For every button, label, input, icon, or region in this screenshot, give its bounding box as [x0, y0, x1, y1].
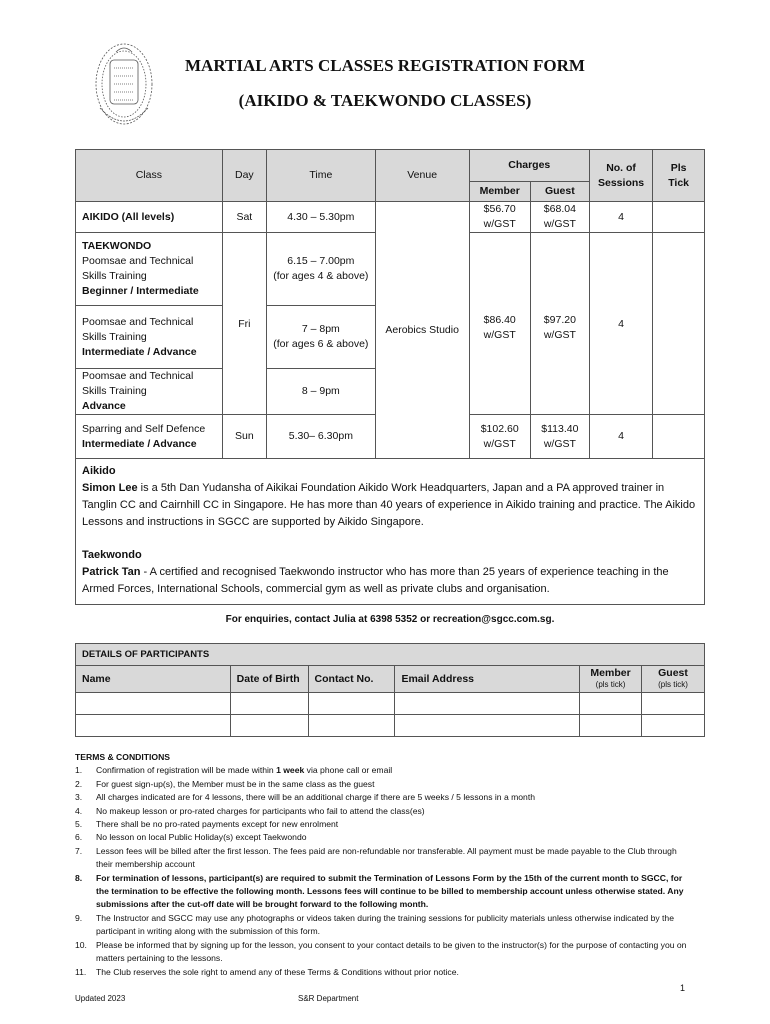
term-number: 6.	[75, 832, 83, 843]
tkd1-level: Beginner / Intermediate	[82, 285, 199, 297]
term-text: The Instructor and SGCC may use any photographs or videos taken during the training sessions for publicity materials unless otherwise indicated by the participant in writing along with the submission of this form.	[96, 912, 674, 937]
tkd-instructor-name: Patrick Tan	[82, 566, 141, 578]
term-number: 9.	[75, 912, 83, 923]
tkd2-line2: Skills Training	[82, 330, 147, 343]
col-guest	[642, 666, 705, 693]
col-contact: Contact No.	[308, 666, 395, 693]
page-number: 1	[680, 983, 686, 993]
instructor-bios	[76, 459, 705, 605]
col-email: Email Address	[395, 666, 580, 693]
participant-dob-field[interactable]	[230, 715, 308, 737]
aikido-bio-text: is a 5th Dan Yudansha of Aikikai Foundation Aikido Work Headquarters, Japan and a PA approved trainer in Tanglin CC and Cairnhill CC in Singapore. He has more than 40 years of experience in Aikido training and practice. The Aikido Lessons and instructions in SGCC are supported by Aikido Singapore.	[82, 482, 696, 528]
footer-department: S&R Department	[298, 994, 359, 1003]
tkd-heading: TAEKWONDO	[82, 240, 152, 252]
participant-contact-field[interactable]	[308, 693, 395, 715]
term-text: Please be informed that by signing up for the lesson, you consent to your contact details to be given to the instructor(s) for the purpose of contacting you on matters pertaining to the lessons.	[96, 939, 687, 964]
sparring-line1: Sparring and Self Defence	[82, 422, 206, 435]
header-charges: Charges	[469, 150, 589, 182]
fri-member-price: $86.40 w/GST	[469, 233, 530, 415]
aikido-member-price: $56.70 w/GST	[469, 202, 530, 233]
terms-and-conditions	[75, 751, 695, 979]
participant-email-field[interactable]	[395, 715, 580, 737]
class-tkd-advance	[76, 369, 223, 415]
class-tkd-intermediate	[76, 306, 223, 369]
class-tkd-beginner	[76, 233, 223, 306]
col-guest-note: (pls tick)	[658, 680, 688, 689]
day-sat: Sat	[222, 202, 266, 233]
sparring-level: Intermediate / Advance	[82, 437, 197, 450]
participant-contact-field[interactable]	[308, 715, 395, 737]
term-item	[75, 778, 695, 791]
term-item	[75, 805, 695, 818]
enquiries-contact: For enquiries, contact Julia at 6398 5352 or recreation@sgcc.com.sg.	[225, 614, 555, 625]
aikido-instructor-name: Simon Lee	[82, 482, 138, 494]
participant-dob-field[interactable]	[230, 693, 308, 715]
col-member	[580, 666, 642, 693]
term-item	[75, 872, 695, 912]
col-member-note: (pls tick)	[595, 680, 626, 689]
time-tkd1	[267, 233, 376, 306]
term-text: No lesson on local Public Holiday(s) except Taekwondo	[96, 832, 307, 843]
term-number: 2.	[75, 778, 83, 789]
header-member: Member	[469, 182, 530, 202]
term-number: 8.	[75, 872, 83, 883]
class-sparring	[76, 415, 223, 459]
term-item	[75, 845, 695, 872]
sparring-member-price: $102.60 w/GST	[469, 415, 530, 459]
term-text: No makeup lesson or pro-rated charges for participants who fail to attend the class(es)	[96, 805, 425, 816]
header-guest: Guest	[530, 182, 589, 202]
participant-row	[76, 693, 705, 715]
term-number: 5.	[75, 819, 83, 830]
term-text: There shall be no pro-rated payments except for new enrolment	[96, 819, 339, 830]
aikido-sessions: 4	[589, 202, 652, 233]
terms-heading: TERMS & CONDITIONS	[75, 752, 171, 762]
col-guest-label: Guest	[658, 667, 688, 679]
tkd2-time: 7 – 8pm	[301, 323, 340, 335]
tkd1-line2: Skills Training	[82, 270, 147, 282]
time-sparring: 5.30– 6.30pm	[267, 415, 376, 459]
participant-row	[76, 715, 705, 737]
time-tkd3: 8 – 9pm	[267, 369, 376, 415]
term-text: For guest sign-up(s), the Member must be in the same class as the guest	[96, 778, 375, 789]
col-member-label: Member	[590, 667, 631, 679]
participant-member-tick[interactable]	[580, 715, 642, 737]
tkd-bio	[82, 564, 698, 598]
form-title: MARTIAL ARTS CLASSES REGISTRATION FORM	[185, 56, 585, 75]
participant-name-field[interactable]	[76, 715, 231, 737]
header-time: Time	[267, 150, 376, 202]
term-text: The Club reserves the sole right to amend any of these Terms & Conditions without prior notice.	[96, 966, 459, 977]
term-number: 11.	[75, 966, 87, 977]
aikido-bio	[82, 480, 698, 531]
terms-list	[75, 764, 695, 979]
sparring-guest-price: $113.40 w/GST	[530, 415, 589, 459]
term-number: 4.	[75, 805, 83, 816]
participant-name-field[interactable]	[76, 693, 231, 715]
term-text: via phone call or email	[304, 765, 393, 776]
time-aikido: 4.30 – 5.30pm	[267, 202, 376, 233]
term-text: For termination of lessons, participant(s) are required to submit the Termination of Lessons Form by the 15th of the current month to SGCC, for the termination to be effective the following month. Lessons fees will continue to be billed to membership account unless otherwise stated. Any submissions after the cut-off date will be brought forward to the following month.	[96, 872, 684, 910]
fri-tick-box[interactable]	[653, 233, 705, 415]
participant-guest-tick[interactable]	[642, 693, 705, 715]
tkd1-time: 6.15 – 7.00pm	[287, 255, 355, 267]
tkd3-level: Advance	[82, 400, 126, 412]
term-text: Confirmation of registration will be made within	[96, 765, 277, 776]
header-venue: Venue	[375, 150, 469, 202]
term-number: 7.	[75, 845, 83, 856]
term-number: 10.	[75, 939, 87, 950]
tkd3-line1: Poomsae and Technical	[82, 370, 194, 382]
classes-table	[75, 149, 705, 605]
sparring-sessions: 4	[589, 415, 652, 459]
participant-guest-tick[interactable]	[642, 715, 705, 737]
header-class: Class	[76, 150, 223, 202]
day-fri: Fri	[222, 233, 266, 415]
day-sun: Sun	[222, 415, 266, 459]
participant-member-tick[interactable]	[580, 693, 642, 715]
sparring-tick-box[interactable]	[653, 415, 705, 459]
aikido-bio-heading: Aikido	[82, 465, 116, 477]
class-aikido: AIKIDO (All levels)	[76, 202, 223, 233]
term-text: Lesson fees will be billed after the first lesson. The fees paid are non-refundable nor transferable. All payment must be made payable to the Club through their membership account	[96, 845, 677, 870]
term-text: All charges indicated are for 4 lessons, there will be an additional charge if there are 5 weeks / 5 lessons in a month	[96, 792, 536, 803]
tkd1-line1: Poomsae and Technical	[82, 255, 194, 267]
fri-guest-price: $97.20 w/GST	[530, 233, 589, 415]
aikido-tick-box[interactable]	[653, 202, 705, 233]
tkd-bio-text: - A certified and recognised Taekwondo instructor who has more than 25 years of experience teaching in the Armed Forces, International Schools, commercial gym as well as private clubs and organisation.	[82, 566, 669, 595]
term-item	[75, 966, 695, 979]
participants-heading: DETAILS OF PARTICIPANTS	[76, 644, 705, 666]
col-dob: Date of Birth	[230, 666, 308, 693]
term-item	[75, 912, 695, 939]
term-item	[75, 818, 695, 831]
header-day: Day	[222, 150, 266, 202]
term-item	[75, 764, 695, 777]
tkd2-age-note: (for ages 6 & above)	[273, 338, 369, 350]
participant-email-field[interactable]	[395, 693, 580, 715]
header-sessions: No. of Sessions	[589, 150, 652, 202]
tkd1-age-note: (for ages 4 & above)	[273, 270, 369, 282]
term-bold: 1 week	[276, 765, 305, 776]
tkd2-line1: Poomsae and Technical	[82, 315, 194, 328]
header-pls-tick: Pls Tick	[653, 150, 705, 202]
form-subtitle: (AIKIDO & TAEKWONDO CLASSES)	[238, 91, 532, 110]
term-number: 3.	[75, 792, 83, 803]
term-number: 1.	[75, 765, 83, 776]
venue-aerobics-studio: Aerobics Studio	[375, 202, 469, 459]
club-crest-logo	[86, 38, 166, 134]
col-name: Name	[76, 666, 231, 693]
tkd3-line2: Skills Training	[82, 385, 147, 397]
participants-table	[75, 643, 705, 737]
time-tkd2	[267, 306, 376, 369]
aikido-guest-price: $68.04 w/GST	[530, 202, 589, 233]
tkd2-level: Intermediate / Advance	[82, 345, 197, 358]
term-item	[75, 791, 695, 804]
term-item	[75, 939, 695, 966]
tkd-bio-heading: Taekwondo	[82, 549, 142, 561]
term-item	[75, 831, 695, 844]
fri-sessions: 4	[589, 233, 652, 415]
footer-updated: Updated 2023	[75, 994, 126, 1003]
